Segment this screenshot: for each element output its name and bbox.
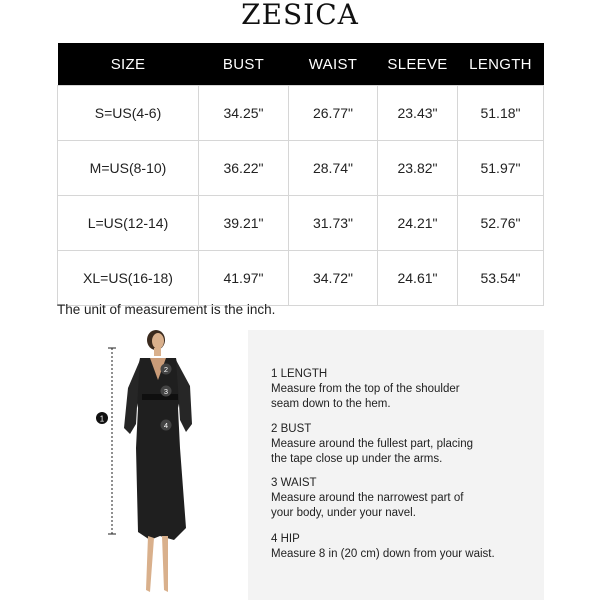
header-sleeve: SLEEVE — [378, 43, 458, 86]
svg-text:2: 2 — [163, 365, 169, 374]
marker-1 — [96, 412, 108, 424]
guide-title: 2 BUST — [271, 423, 312, 435]
marker-3 — [161, 386, 172, 397]
guide-desc: Measure from the top of the shoulder — [271, 383, 460, 395]
guide-desc: your body, under your navel. — [271, 507, 416, 519]
model-figure — [90, 328, 250, 600]
unit-note: The unit of measurement is the inch. — [57, 302, 276, 317]
guide-item-hip — [271, 532, 495, 562]
cell-sleeve: 23.43" — [378, 86, 458, 141]
cell-sleeve: 24.61" — [378, 251, 458, 306]
cell-length: 52.76" — [458, 196, 544, 251]
header-waist: WAIST — [289, 43, 378, 86]
header-bust: BUST — [199, 43, 289, 86]
header-size: SIZE — [58, 43, 199, 86]
size-table — [57, 43, 544, 306]
cell-sleeve: 24.21" — [378, 196, 458, 251]
cell-sleeve: 23.82" — [378, 141, 458, 196]
cell-length: 53.54" — [458, 251, 544, 306]
guide-desc: Measure around the narrowest part of — [271, 492, 464, 504]
measure-guide-panel — [248, 330, 544, 600]
cell-bust: 34.25" — [199, 86, 289, 141]
table-row — [58, 141, 544, 196]
model-neck — [154, 348, 161, 356]
table-row — [58, 251, 544, 306]
guide-item-length — [271, 367, 460, 412]
dress-belt — [142, 394, 178, 400]
cell-waist: 34.72" — [289, 251, 378, 306]
cell-bust: 41.97" — [199, 251, 289, 306]
table-row — [58, 86, 544, 141]
guide-desc: Measure around the fullest part, placing — [271, 438, 474, 450]
cell-length: 51.18" — [458, 86, 544, 141]
cell-size: M=US(8-10) — [58, 141, 199, 196]
guide-title: 3 WAIST — [271, 477, 317, 489]
model-face — [152, 333, 164, 349]
marker-2 — [161, 364, 172, 375]
model-legs — [146, 536, 168, 592]
size-table-header — [58, 43, 544, 86]
marker-4 — [161, 420, 172, 431]
header-length: LENGTH — [458, 43, 544, 86]
cell-size: L=US(12-14) — [58, 196, 199, 251]
cell-length: 51.97" — [458, 141, 544, 196]
cell-waist: 28.74" — [289, 141, 378, 196]
svg-text:4: 4 — [163, 421, 169, 430]
guide-item-bust — [271, 422, 473, 467]
table-row — [58, 196, 544, 251]
cell-size: S=US(4-6) — [58, 86, 199, 141]
cell-size: XL=US(16-18) — [58, 251, 199, 306]
guide-item-waist — [271, 476, 463, 521]
guide-title: 1 LENGTH — [271, 368, 328, 380]
cell-bust: 36.22" — [199, 141, 289, 196]
guide-title: 4 HIP — [271, 533, 300, 545]
guide-desc: seam down to the hem. — [271, 398, 391, 410]
guide-desc: the tape close up under the arms. — [271, 453, 443, 465]
svg-text:1: 1 — [99, 414, 105, 424]
brand-logo: ZESICA — [241, 0, 359, 31]
cell-waist: 26.77" — [289, 86, 378, 141]
cell-waist: 31.73" — [289, 196, 378, 251]
svg-text:3: 3 — [163, 387, 169, 396]
guide-desc: Measure 8 in (20 cm) down from your waist. — [271, 548, 495, 560]
cell-bust: 39.21" — [199, 196, 289, 251]
